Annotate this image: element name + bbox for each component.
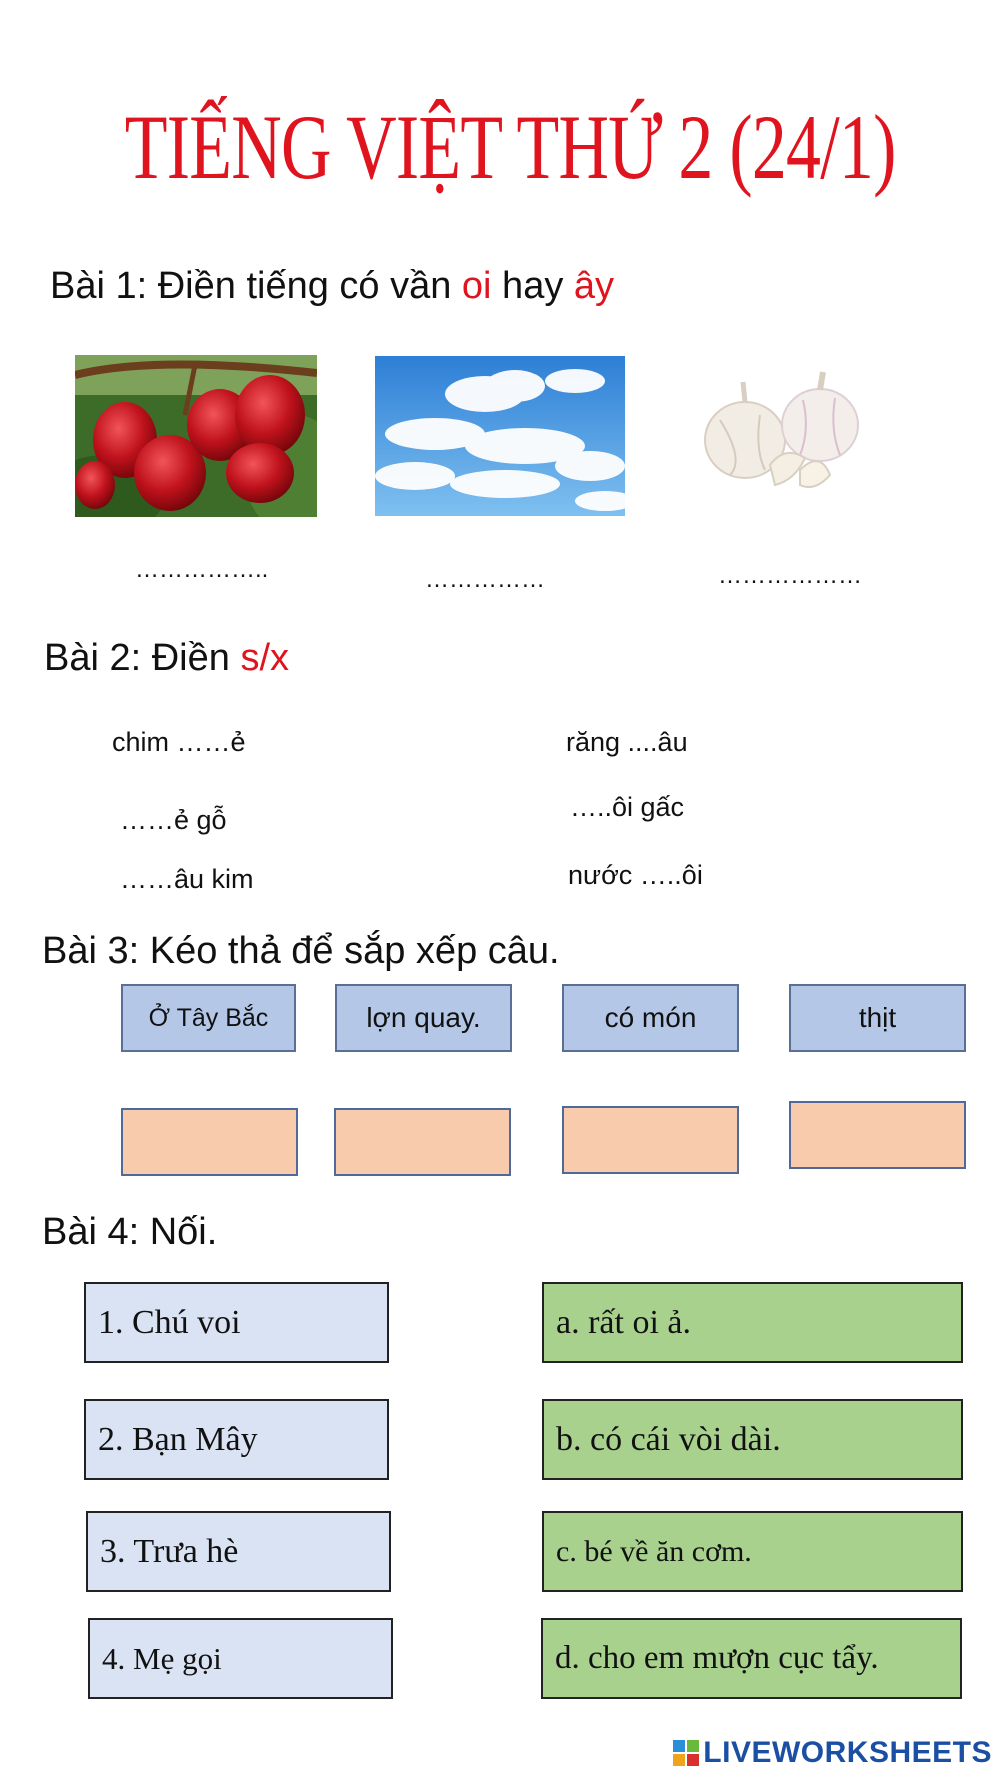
letters-s-x: s/x	[240, 637, 290, 679]
garlic-image	[695, 370, 870, 498]
exercise-2-prefix: Bài 2: Điền	[44, 637, 241, 679]
blank-1[interactable]: ……………..	[135, 556, 269, 583]
blank-2[interactable]: ……………	[425, 566, 545, 593]
rhyme-ay: ây	[573, 265, 615, 307]
exercise-1-prefix: Bài 1: Điền tiếng có vần	[50, 265, 462, 307]
exercise-4-heading: Bài 4: Nối.	[42, 1211, 218, 1253]
match-left-1[interactable]: 1. Chú voi	[84, 1282, 389, 1363]
word-tile-3[interactable]: có món	[562, 984, 739, 1052]
match-right-d[interactable]: d. cho em mượn cục tẩy.	[541, 1618, 962, 1699]
drop-slot-1[interactable]	[121, 1108, 298, 1176]
exercise-3-heading: Bài 3: Kéo thả để sắp xếp câu.	[42, 930, 560, 972]
word-tile-1[interactable]: Ở Tây Bắc	[121, 984, 296, 1052]
fill-item-4[interactable]: răng ....âu	[566, 727, 688, 757]
drop-slot-2[interactable]	[334, 1108, 511, 1176]
match-left-3[interactable]: 3. Trưa hè	[86, 1511, 391, 1592]
rose-apple-image	[75, 355, 317, 517]
liveworksheets-logo	[673, 1736, 992, 1770]
logo-icon	[673, 1740, 699, 1766]
match-right-a[interactable]: a. rất oi ả.	[542, 1282, 963, 1363]
match-left-4[interactable]: 4. Mẹ gọi	[88, 1618, 393, 1699]
fill-item-3[interactable]: ……âu kim	[120, 864, 254, 894]
page-title: TIẾNG VIỆT THỨ 2 (24/1)	[124, 96, 896, 198]
drop-slot-4[interactable]	[789, 1101, 966, 1169]
exercise-1-heading	[50, 264, 614, 308]
blank-3[interactable]: ………………	[718, 562, 862, 589]
fill-item-5[interactable]: …..ôi gấc	[570, 792, 685, 822]
fill-item-1[interactable]: chim ……ẻ	[112, 727, 246, 757]
match-right-c[interactable]: c. bé về ăn cơm.	[542, 1511, 963, 1592]
fill-item-2[interactable]: ……ẻ gỗ	[120, 805, 227, 835]
drop-slot-3[interactable]	[562, 1106, 739, 1174]
match-left-2[interactable]: 2. Bạn Mây	[84, 1399, 389, 1480]
rhyme-oi: oi	[461, 265, 492, 307]
word-tile-2[interactable]: lợn quay.	[335, 984, 512, 1052]
exercise-2-heading	[44, 636, 289, 680]
exercise-1-mid: hay	[491, 265, 574, 307]
brand-text: LIVEWORKSHEETS	[703, 1736, 992, 1769]
match-right-b[interactable]: b. có cái vòi dài.	[542, 1399, 963, 1480]
cloudy-sky-image	[375, 356, 625, 516]
word-tile-4[interactable]: thịt	[789, 984, 966, 1052]
fill-item-6[interactable]: nước …..ôi	[568, 860, 703, 890]
